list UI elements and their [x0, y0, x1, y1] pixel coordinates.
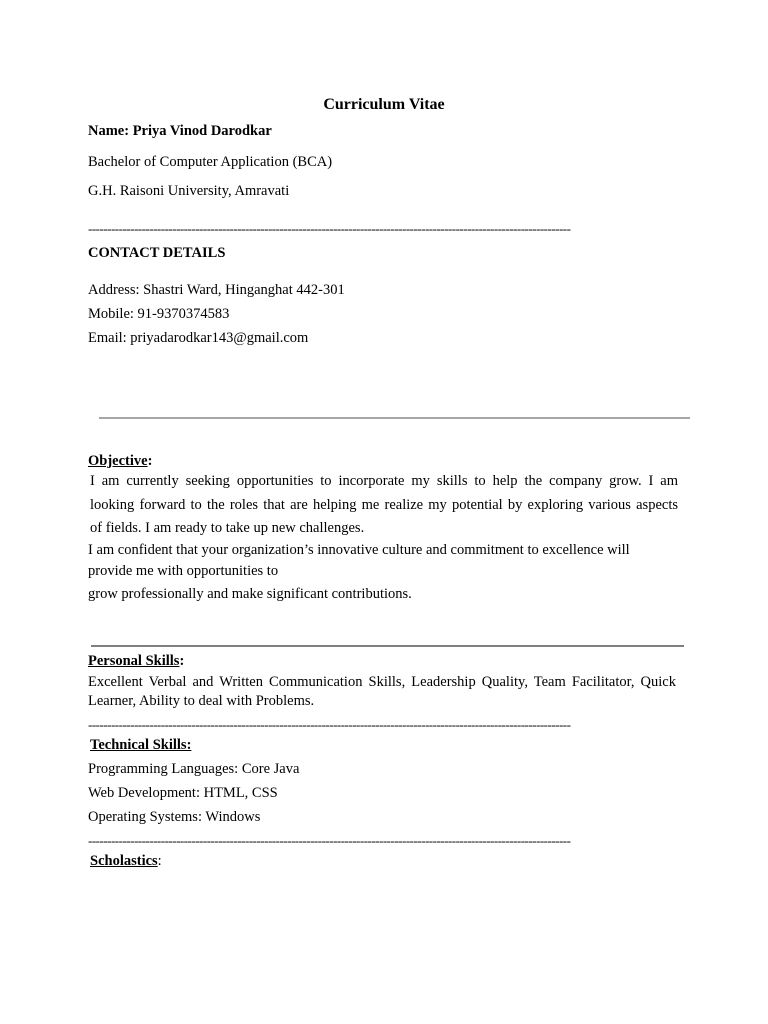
objective-heading	[88, 452, 152, 470]
candidate-name: Name: Priya Vinod Darodkar	[88, 123, 272, 139]
personal-skills-heading	[88, 652, 184, 670]
technical-skill-os: Operating Systems: Windows	[88, 809, 261, 825]
contact-mobile: Mobile: 91-9370374583	[88, 306, 230, 322]
personal-skills-heading-text: Personal Skills	[88, 653, 180, 669]
personal-skills-line-2: Learner, Ability to deal with Problems.	[88, 693, 315, 709]
horizontal-rule	[99, 417, 690, 419]
degree: Bachelor of Computer Application (BCA)	[88, 154, 333, 170]
scholastics-heading	[90, 852, 162, 870]
technical-skills-heading: Technical Skills:	[90, 737, 192, 753]
university: G.H. Raisoni University, Amravati	[88, 183, 290, 199]
scholastics-heading-text: Scholastics	[90, 853, 158, 869]
objective-heading-colon: :	[147, 453, 153, 469]
objective-line-2: looking forward to the roles that are helping me realize my potential by exploring various aspects	[90, 497, 678, 513]
objective-line-6: grow professionally and make significant contributions.	[88, 586, 412, 602]
document-title: Curriculum Vitae	[323, 96, 445, 113]
contact-address: Address: Shastri Ward, Hinganghat 442-301	[88, 282, 345, 298]
objective-line-5: provide me with opportunities to	[88, 563, 279, 579]
personal-skills-heading-colon: :	[179, 653, 185, 669]
objective-line-1: I am currently seeking opportunities to incorporate my skills to help the company grow. I am	[90, 473, 678, 489]
scholastics-heading-colon: :	[157, 853, 162, 869]
technical-skill-programming: Programming Languages: Core Java	[88, 761, 300, 777]
horizontal-rule	[91, 645, 684, 647]
separator-line: ------------------------------------------------------------------------------------------------------------------------------	[88, 718, 571, 732]
objective-line-3: of fields. I am ready to take up new challenges.	[90, 520, 365, 536]
objective-heading-text: Objective	[88, 453, 148, 469]
personal-skills-line-1: Excellent Verbal and Written Communication Skills, Leadership Quality, Team Facilitator, Quick	[88, 674, 676, 690]
contact-email: Email: priyadarodkar143@gmail.com	[88, 330, 309, 346]
separator-line: ------------------------------------------------------------------------------------------------------------------------------	[88, 834, 571, 848]
contact-heading: CONTACT DETAILS	[88, 245, 226, 261]
technical-skill-web: Web Development: HTML, CSS	[88, 785, 278, 801]
separator-line: ------------------------------------------------------------------------------------------------------------------------------	[88, 222, 571, 236]
objective-line-4: I am confident that your organization’s innovative culture and commitment to excellence will	[88, 542, 630, 558]
